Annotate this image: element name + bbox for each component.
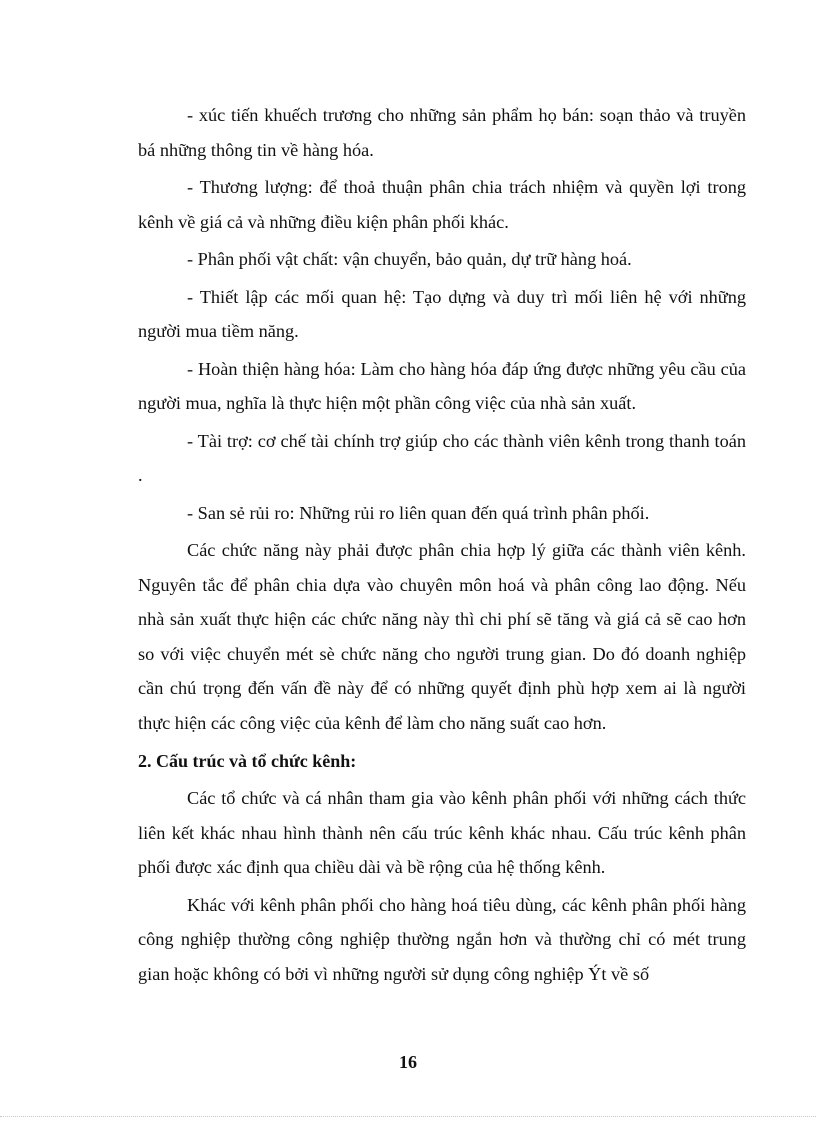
document-page — [138, 98, 746, 991]
section-heading: 2. Cấu trúc và tổ chức kênh: — [138, 751, 357, 771]
paragraph-risk-sharing: - San sẻ rủi ro: Những rủi ro liên quan đến quá trình phân phối. — [187, 502, 650, 523]
paragraph-channel-structure: Các tổ chức và cá nhân tham gia vào kênh phân phối với những cách thức liên kết khác nhau hình thành nên cấu trúc kênh khác nhau. Cấu trúc kênh phân phối được xác định qua chiều dài và bề rộng của hệ thống kênh. — [138, 788, 746, 877]
paragraph-relationships: - Thiết lập các mối quan hệ: Tạo dựng và duy trì mối liên hệ với những người mua tiềm năng. — [138, 286, 746, 341]
paragraph-promotion: - xúc tiến khuếch trương cho những sản phẩm họ bán: soạn thảo và truyền bá những thông tin về hàng hóa. — [138, 105, 746, 160]
paragraph-product-completion: - Hoàn thiện hàng hóa: Làm cho hàng hóa đáp ứng được những yêu cầu của người mua, nghĩa là thực hiện một phần công việc của nhà sản xuất. — [138, 358, 746, 413]
paragraph-industrial-channels: Khác với kênh phân phối cho hàng hoá tiêu dùng, các kênh phân phối hàng công nghiệp thường công nghiệp thường ngắn hơn và thường chỉ có mét trung gian hoặc không có bởi vì những người sử dụng công nghiệp Ýt về số — [138, 894, 746, 984]
paragraph-financing: - Tài trợ: cơ chế tài chính trợ giúp cho các thành viên kênh trong thanh toán . — [138, 430, 746, 485]
paragraph-physical-distribution: - Phân phối vật chất: vận chuyển, bảo quản, dự trữ hàng hoá. — [187, 249, 632, 269]
paragraph-function-allocation: Các chức năng này phải được phân chia hợp lý giữa các thành viên kênh. Nguyên tắc để phân chia dựa vào chuyên môn hoá và phân công lao động. Nếu nhà sản xuất thực hiện các chức năng này thì chi phí sẽ tăng và giá cả sẽ cao hơn so với việc chuyển mét sè chức năng cho người trung gian. Do đó doanh nghiệp cần chú trọng đến vấn đề này để có những quyết định phù hợp xem ai là người thực hiện các công việc của kênh để làm cho năng suất cao hơn. — [138, 540, 746, 733]
page-bottom-divider — [0, 1116, 816, 1117]
paragraph-negotiation: - Thương lượng: để thoả thuận phân chia trách nhiệm và quyền lợi trong kênh về giá cả và những điều kiện phân phối khác. — [138, 177, 746, 232]
page-number: 16 — [399, 1052, 417, 1072]
